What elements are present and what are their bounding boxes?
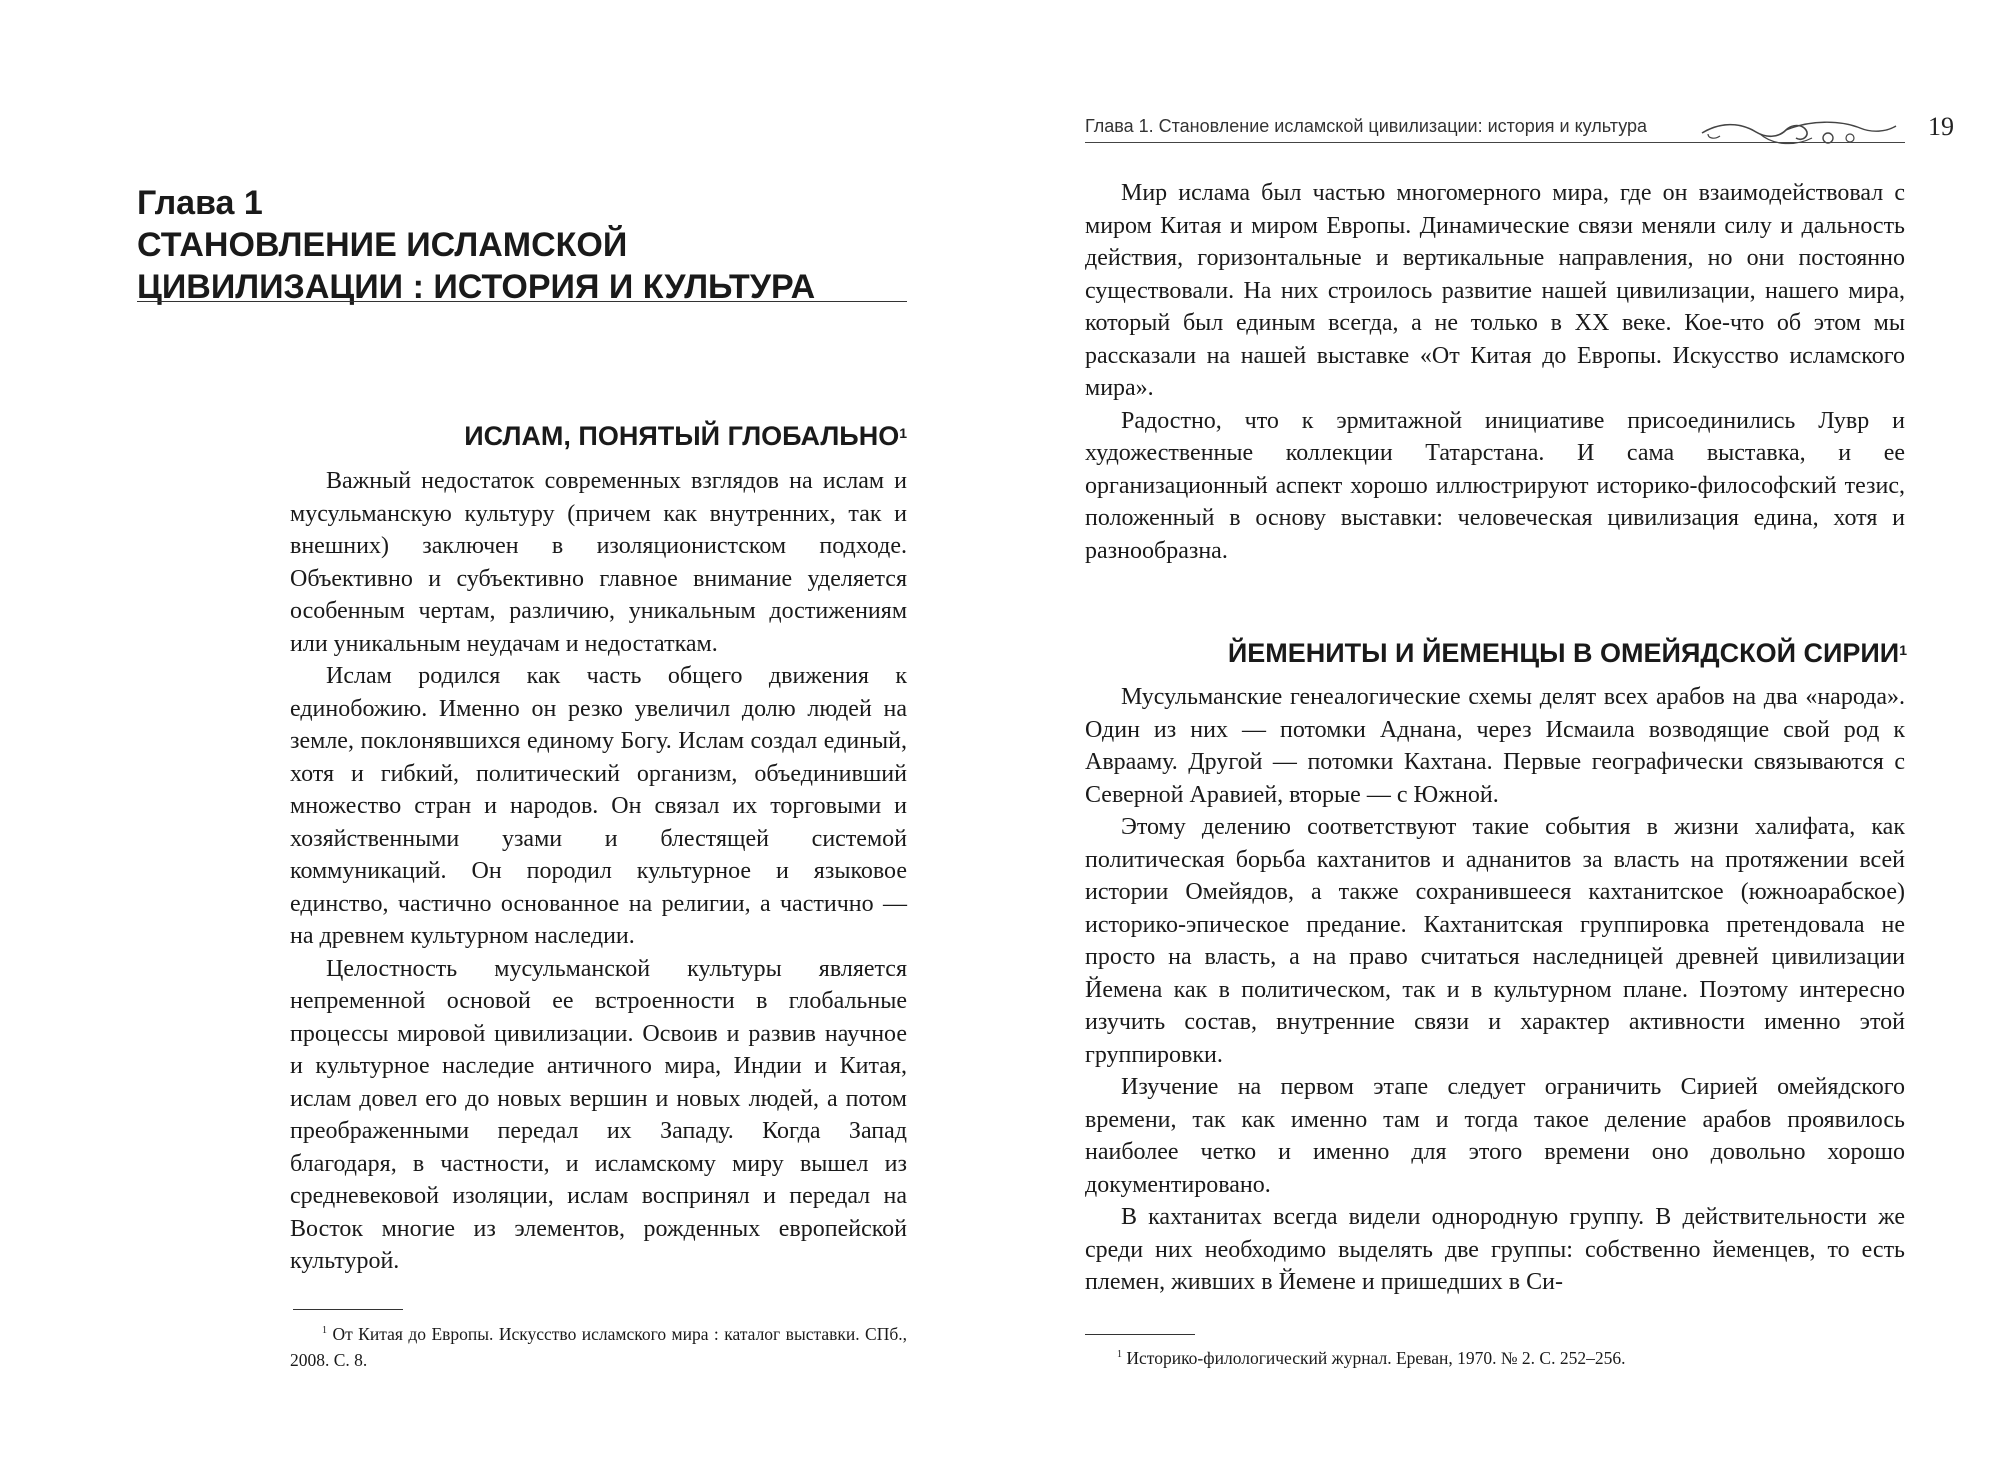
chapter-label: Глава 1 [137, 184, 263, 222]
footnote [290, 1318, 907, 1373]
header-rule [1085, 142, 1905, 143]
chapter-heading [137, 182, 907, 308]
ornament-icon [1700, 116, 1920, 150]
section-heading-yemen [1228, 636, 1907, 670]
paragraph: Радостно, что к эрмитажной инициативе присоединились Лувр и художественные коллекции Татарстана. И сама выставка, и ее организационный аспект хорошо иллюстрируют историко-философский тезис, положенный в основу выставки: человеческая цивилизация едина, хотя и разнообразна. [1085, 407, 1905, 564]
paragraph: Изучение на первом этапе следует ограничить Сирией омейядского времени, так как именно там и тогда такое деление арабов проявилось наиболее четко и именно для этого времени оно довольно хорошо документировано. [1085, 1074, 1905, 1198]
paragraph: Этому делению соответствуют такие события в жизни халифата, как политическая борьба кахтанитов и аднанитов за власть на протяжении всей истории Омейядов, а также сохранившееся кахтанитское (южноарабское) историко-эпическое предание. Кахтанитская группировка претендовала не просто на власть, а на право считаться наследницей древней цивилизации Йемена как в политическом, так и в культурном плане. Поэтому интересно изучить состав, внутренние связи и характер активности именно этой группировки. [1085, 814, 1905, 1068]
footnote [1085, 1342, 1905, 1371]
paragraph: Важный недостаток современных взглядов на ислам и мусульманскую культуру (причем как внутренних, так и внешних) заключен в изоляционистском подходе. Объективно и субъективно главное внимание уделяется особенным чертам, различию, уникальным достижениям или уникальным неудачам и недостаткам. [290, 468, 907, 657]
footnote-marker: 1 [1899, 642, 1907, 658]
footnote-number: 1 [322, 1325, 327, 1336]
footnote-text: Историко-филологический журнал. Ереван, 1970. № 2. С. 252–256. [1126, 1347, 1626, 1368]
section-heading-islam [464, 419, 907, 453]
right-body-text-1 [1085, 177, 1905, 567]
footnote-rule [293, 1309, 403, 1310]
left-body-text [290, 465, 907, 1278]
running-header [1085, 112, 1954, 156]
paragraph: Целостность мусульманской культуры является непременной основой ее встроенности в глобальные процессы мировой цивилизации. Освоив и развив научное и культурное наследие античного мира, Индии и Китая, ислам довел его до новых вершин и новых людей, а потом преображенными передал их Западу. Когда Запад благодаря, в частности, и исламскому миру вышел из средневековой изоляции, ислам воспринял и передал на Восток многие из элементов, рожденных европейской культурой. [290, 955, 907, 1274]
running-head-text: Глава 1. Становление исламской цивилизации: история и культура [1085, 116, 1648, 136]
chapter-title: СТАНОВЛЕНИЕ ИСЛАМСКОЙ ЦИВИЛИЗАЦИИ : ИСТОРИЯ И КУЛЬТУРА [137, 226, 816, 306]
footnote-number: 1 [1117, 1349, 1122, 1360]
paragraph: Ислам родился как часть общего движения к единобожию. Именно он резко увеличил долю людей на земле, поклонявшихся единому Богу. Ислам создал единый, хотя и гибкий, политический организм, объединивший множество стран и народов. Он связал их торговыми и хозяйственными узами и блестящей системой коммуникаций. Он породил культурное и языковое единство, частично основанное на религии, а частично — на древнем культурном наследии. [290, 663, 907, 949]
footnote-text: От Китая до Европы. Искусство исламского мира : каталог выставки. СПб., 2008. С. 8. [290, 1323, 908, 1370]
paragraph: В кахтанитах всегда видели однородную группу. В действительности же среди них необходимо выделять две группы: собственно йеменцев, то есть племен, живших в Йемене и пришедших в Си- [1085, 1204, 1905, 1295]
paragraph: Мусульманские генеалогические схемы делят всех арабов на два «народа». Один из них — потомки Аднана, через Исмаила возводящие свой род к Аврааму. Другой — потомки Кахтана. Первые географически связываются с Северной Аравией, вторые — с Южной. [1085, 684, 1905, 808]
paragraph: Мир ислама был частью многомерного мира, где он взаимодействовал с миром Китая и миром Европы. Динамические связи меняли силу и дальность действия, горизонтальные и вертикальные направления, но они постоянно существовали. На них строилось развитие нашей цивилизации, нашего мира, который был единым всегда, а не только в XX веке. Кое-что об этом мы рассказали на нашей выставке «От Китая до Европы. Искусство исламского мира». [1085, 180, 1905, 401]
right-page [1000, 0, 2000, 1468]
footnote-rule [1085, 1334, 1195, 1335]
section-heading-text: ЙЕМЕНИТЫ И ЙЕМЕНЦЫ В ОМЕЙЯДСКОЙ СИРИИ [1227, 638, 1900, 668]
footnote-marker: 1 [899, 425, 907, 441]
right-body-text-2 [1085, 681, 1905, 1299]
section-heading-text: ИСЛАМ, ПОНЯТЫЙ ГЛОБАЛЬНО [464, 421, 900, 451]
page-number: 19 [1928, 112, 1954, 141]
chapter-rule [137, 301, 907, 302]
